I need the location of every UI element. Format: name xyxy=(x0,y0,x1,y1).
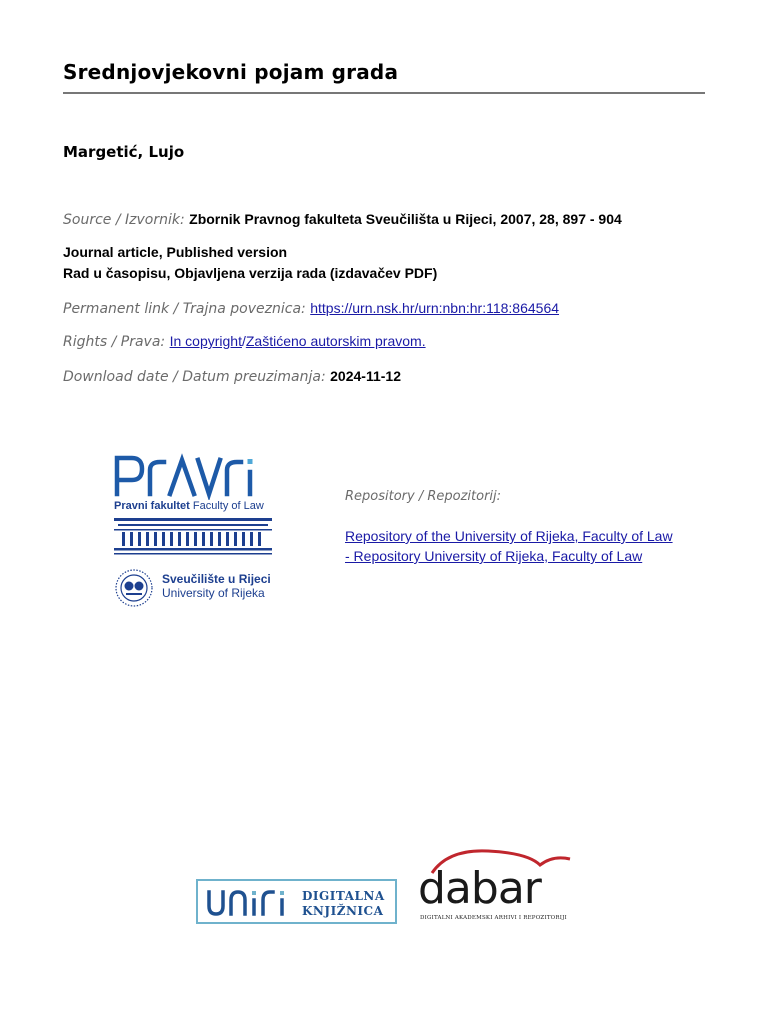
type-line-1: Journal article, Published version xyxy=(63,244,288,260)
download-label: Download date / Datum preuzimanja: xyxy=(63,369,326,385)
download-row xyxy=(63,368,401,385)
rights-label: Rights / Prava: xyxy=(63,334,166,350)
author-name: Margetić, Lujo xyxy=(63,143,185,161)
university-seal-icon xyxy=(114,568,154,608)
repository-link-line-1[interactable]: Repository of the University of Rijeka, Faculty of Law xyxy=(345,528,673,544)
uniri-digital-library-logo xyxy=(196,879,397,924)
pravri-logo-icon xyxy=(112,450,272,500)
title-rule xyxy=(63,92,705,94)
university-name xyxy=(162,572,271,600)
type-line-2: Rad u časopisu, Objavljena verzija rada (izdavačev PDF) xyxy=(63,265,438,281)
page-title: Srednjovjekovni pojam grada xyxy=(63,60,399,84)
repository-label: Repository / Repozitorij: xyxy=(345,489,502,504)
rights-en-link[interactable]: In copyright xyxy=(169,333,242,349)
uniri-line-1: DIGITALNA xyxy=(302,889,385,903)
repository-link-block xyxy=(345,526,673,566)
building-icon xyxy=(114,518,274,556)
uniri-logo-icon xyxy=(206,888,296,918)
download-value: 2024-11-12 xyxy=(330,368,401,384)
university-hr: Sveučilište u Rijeci xyxy=(162,572,271,586)
permalink-link[interactable]: https://urn.nsk.hr/urn:nbn:hr:118:864564 xyxy=(310,300,560,316)
university-en: University of Rijeka xyxy=(162,586,265,600)
rights-hr-link[interactable]: Zaštićeno autorskim pravom. xyxy=(245,333,426,349)
institution-logo xyxy=(112,448,282,613)
source-row xyxy=(63,211,622,228)
dabar-wordmark: dabar xyxy=(418,863,541,914)
pravri-subtitle xyxy=(114,500,264,512)
dabar-logo xyxy=(418,845,578,925)
source-value: Zbornik Pravnog fakulteta Sveučilišta u Rijeci, 2007, 28, 897 - 904 xyxy=(189,211,622,227)
uniri-text xyxy=(302,889,385,919)
permalink-label: Permanent link / Trajna poveznica: xyxy=(63,301,306,317)
permalink-row xyxy=(63,300,559,317)
uniri-line-2: KNJIŽNICA xyxy=(302,904,384,918)
faculty-en: Faculty of Law xyxy=(192,500,264,512)
dabar-caption: DIGITALNI AKADEMSKI ARHIVI I REPOZITORIJI xyxy=(420,915,567,921)
rights-separator: / xyxy=(241,333,246,349)
faculty-hr: Pravni fakultet xyxy=(114,500,190,512)
repository-link-line-2[interactable]: - Repository University of Rijeka, Faculty of Law xyxy=(345,548,643,564)
source-label: Source / Izvornik: xyxy=(63,212,185,228)
rights-row xyxy=(63,333,426,350)
